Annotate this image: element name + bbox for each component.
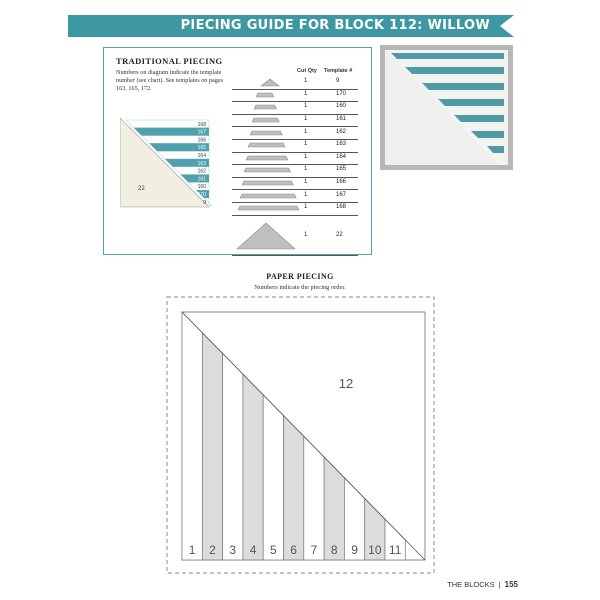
- chart-row: [232, 217, 358, 256]
- chart-row: [232, 76, 358, 90]
- strip-template-label: 166: [197, 137, 206, 144]
- template-shape-icon: [236, 222, 296, 250]
- footer-separator: |: [498, 580, 501, 589]
- cut-qty-value: 1: [304, 179, 308, 186]
- template-number: 168: [336, 204, 347, 211]
- cut-qty-value: 1: [304, 141, 308, 148]
- template-shape-icon: [248, 142, 286, 148]
- piecing-number: 11: [388, 543, 402, 557]
- chart-row: [232, 114, 358, 128]
- strip-template-label: 9: [203, 199, 206, 206]
- template-shape-icon: [240, 193, 297, 199]
- cut-qty-value: 1: [304, 231, 308, 238]
- chart-row: [232, 139, 358, 153]
- piecing-strip: [202, 333, 222, 560]
- piecing-number: 10: [368, 543, 382, 557]
- template-number: 166: [336, 179, 347, 186]
- chart-row: [232, 89, 358, 103]
- page-title: PIECING GUIDE FOR BLOCK 112: WILLOW: [180, 18, 490, 33]
- template-shape-icon: [260, 78, 280, 87]
- piecing-number-12: 12: [338, 376, 354, 391]
- strip-template-label: 164: [197, 153, 206, 159]
- template-number: 164: [336, 153, 347, 160]
- piecing-strip: [243, 374, 263, 560]
- chart-row: [232, 152, 358, 166]
- block-photo: [380, 45, 513, 170]
- traditional-piecing-heading: TRADITIONAL PIECING: [116, 56, 223, 66]
- template-shape-icon: [244, 167, 292, 173]
- traditional-piecing-diagram: [120, 118, 212, 210]
- template-number: 9: [336, 78, 340, 85]
- section-name: THE BLOCKS: [447, 580, 495, 589]
- cut-qty-value: 1: [304, 128, 308, 135]
- template-number: 170: [336, 90, 347, 97]
- chart-row: [232, 189, 358, 203]
- piecing-number: 3: [229, 543, 237, 557]
- template-header: Template #: [324, 68, 353, 74]
- cut-qty-value: 1: [304, 103, 308, 110]
- strip-template-label: 160: [197, 184, 206, 191]
- piecing-strip: [263, 395, 283, 560]
- chart-row: [232, 177, 358, 191]
- piecing-number: 6: [290, 543, 297, 557]
- strip-template-label: 167: [197, 129, 206, 136]
- piecing-strip: [284, 416, 304, 560]
- chart-row: [232, 202, 358, 216]
- paper-piecing-diagram: [166, 296, 436, 576]
- strip-template-label: 165: [197, 145, 206, 152]
- piecing-number: 8: [330, 543, 338, 557]
- piecing-strip: [304, 436, 324, 560]
- template-shape-icon: [242, 180, 294, 186]
- template-shape-icon: [246, 155, 289, 161]
- traditional-piecing-description: Numbers on diagram indicate the template number (see chart). See templates on pages 163, 165, 172.: [116, 69, 224, 92]
- template-number: 163: [336, 141, 347, 148]
- strip-template-label: 168: [197, 121, 206, 128]
- cut-qty-value: 1: [304, 166, 308, 173]
- template-number: 22: [336, 231, 343, 238]
- diagram-strip: [126, 120, 209, 128]
- cut-qty-value: 1: [304, 191, 308, 198]
- piecing-strip: [223, 353, 243, 560]
- strip-template-label: 161: [197, 176, 206, 183]
- piecing-number: 7: [310, 543, 318, 557]
- strip-template-label: 162: [197, 168, 206, 175]
- template-number: 161: [336, 116, 347, 123]
- chart-row: [232, 126, 358, 140]
- triangle-template-label: 22: [138, 186, 145, 192]
- title-banner: [68, 15, 514, 37]
- piecing-number: 9: [351, 543, 358, 557]
- paper-piecing-description: Numbers indicate the piecing order.: [254, 284, 346, 291]
- template-number: 160: [336, 103, 347, 110]
- template-number: 162: [336, 128, 347, 135]
- cut-qty-value: 1: [304, 153, 308, 160]
- cut-qty-value: 1: [304, 204, 308, 211]
- page-number: 155: [504, 580, 518, 589]
- cut-qty-value: 1: [304, 90, 308, 97]
- piecing-number: 2: [209, 543, 216, 557]
- piecing-number: 1: [188, 543, 196, 557]
- traditional-piecing-panel: [103, 47, 372, 255]
- paper-piecing-heading: PAPER PIECING: [266, 272, 334, 281]
- template-number: 165: [336, 166, 347, 173]
- template-shape-icon: [238, 205, 300, 211]
- template-number: 167: [336, 191, 347, 198]
- chart-row: [232, 164, 358, 178]
- page-footer: [447, 580, 518, 589]
- cut-qty-header: Cut Qty: [297, 68, 317, 74]
- quilt-block-image: [380, 45, 513, 170]
- template-shape-icon: [250, 130, 283, 136]
- cut-qty-value: 1: [304, 78, 308, 85]
- strip-template-label: 163: [197, 160, 206, 167]
- cut-qty-value: 1: [304, 116, 308, 123]
- piecing-strip: [182, 312, 202, 560]
- strip-template-label: 170: [197, 192, 206, 198]
- piecing-number: 5: [270, 543, 277, 557]
- template-shape-icon: [252, 117, 280, 123]
- template-shape-icon: [256, 92, 275, 98]
- template-shape-icon: [254, 104, 278, 110]
- chart-row: [232, 101, 358, 115]
- piecing-number: 4: [249, 543, 257, 557]
